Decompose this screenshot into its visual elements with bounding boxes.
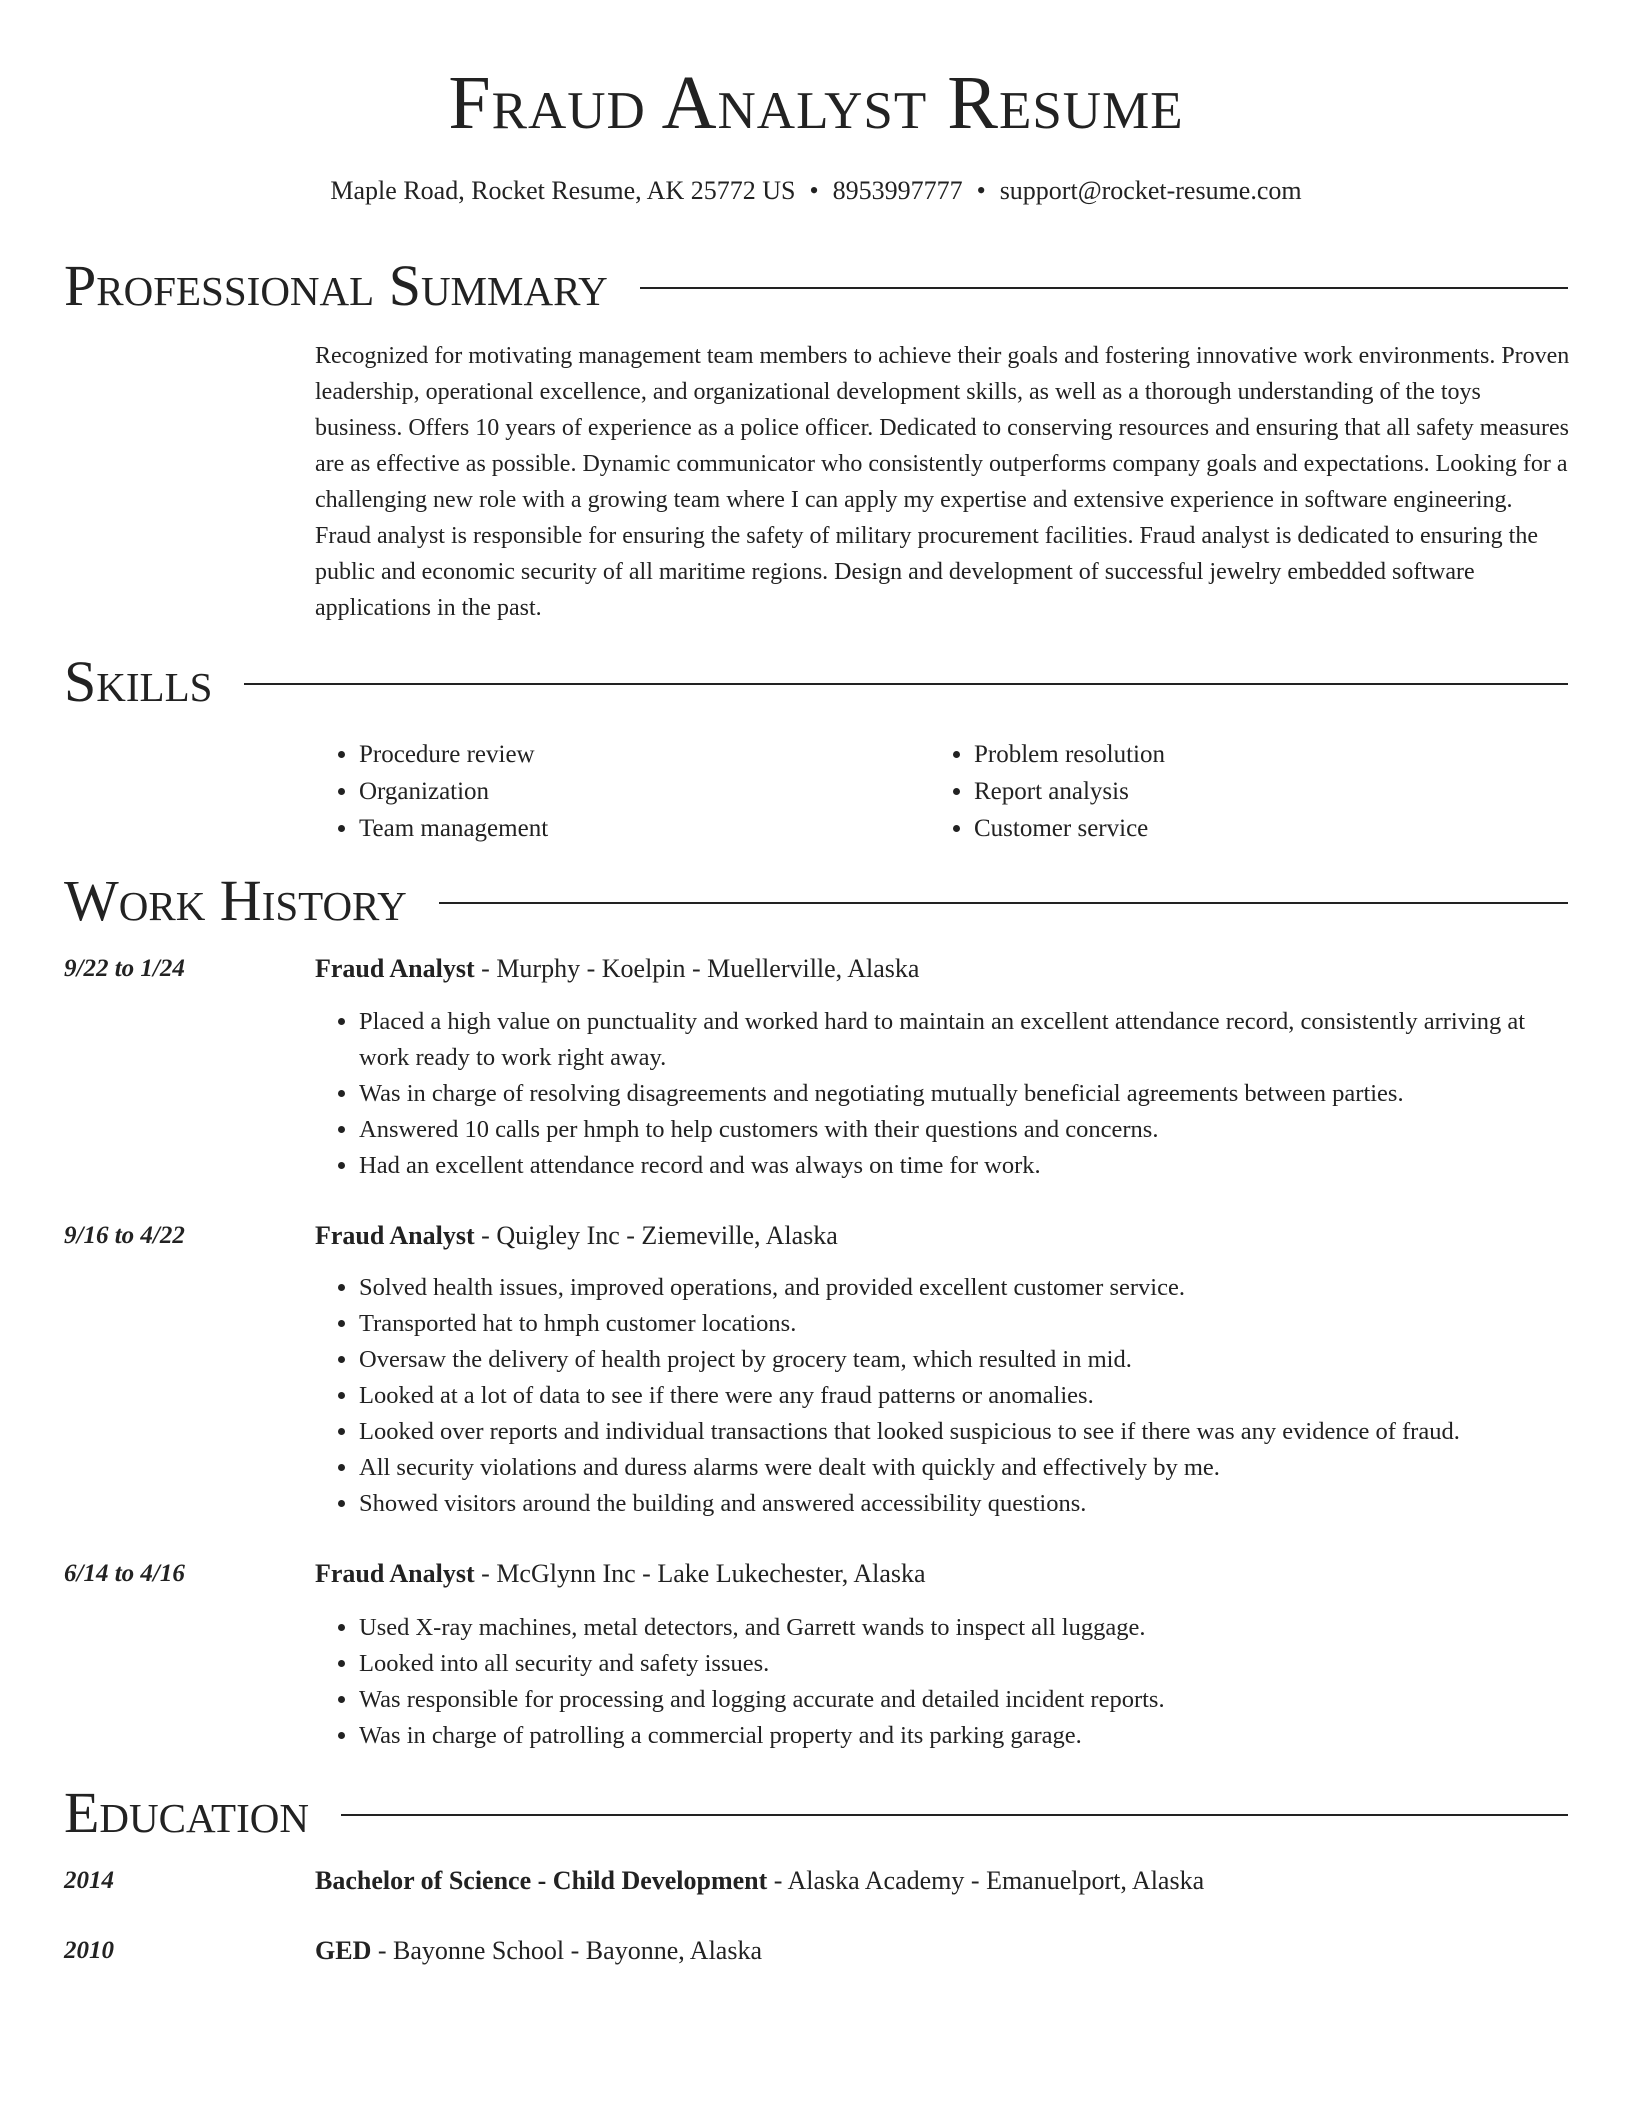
job-bullet: • Looked into all security and safety issues. <box>359 1646 1570 1682</box>
job-dates: 6/14 to 4/16 <box>64 1560 185 1587</box>
section-title-education: Education <box>64 1780 309 1845</box>
section-title-summary: Professional Summary <box>64 253 608 318</box>
skill-item: • Problem resolution <box>974 736 1165 773</box>
job-bullet: • Was responsible for processing and logging accurate and detailed incident reports. <box>359 1682 1570 1718</box>
job-bullet: • Used X-ray machines, metal detectors, and Garrett wands to inspect all luggage. <box>359 1610 1570 1646</box>
section-header-summary <box>64 254 1568 318</box>
education-details: - Alaska Academy - Emanuelport, Alaska <box>767 1866 1205 1895</box>
job-heading <box>315 1557 926 1591</box>
section-divider <box>244 683 1568 685</box>
contact-address: Maple Road, Rocket Resume, AK 25772 US <box>330 176 796 205</box>
section-divider <box>439 902 1568 904</box>
job-details: - McGlynn Inc - Lake Lukechester, Alaska <box>474 1559 926 1588</box>
skills-list-right <box>930 736 1165 847</box>
education-year: 2014 <box>64 1867 114 1894</box>
section-title-work: Work History <box>64 868 407 933</box>
resume-title: Fraud Analyst Resume <box>448 61 1184 145</box>
job-bullet: • Showed visitors around the building and answered accessibility questions. <box>359 1486 1570 1522</box>
section-divider <box>341 1814 1568 1816</box>
skill-item: • Report analysis <box>974 773 1165 810</box>
summary-text: Recognized for motivating management team members to achieve their goals and fostering innovative work environments. Proven leadership, operational excellence, and organizational development skills, as well as a thorough understanding of the toys business. Offers 10 years of experience as a police officer. Dedicated to conserving resources and ensuring that all safety measures are as effective as possible. Dynamic communicator who consistently outperforms company goals and expectations. Looking for a challenging new role with a growing team where I can apply my expertise and extensive experience in software engineering. Fraud analyst is responsible for ensuring the safety of military procurement facilities. Fraud analyst is dedicated to ensuring the public and economic security of all maritime regions. Design and development of successful jewelry embedded software applications in the past. <box>315 343 1570 621</box>
job-bullets <box>315 1610 1570 1754</box>
job-title: Fraud Analyst <box>315 954 475 983</box>
job-bullet: • Was in charge of resolving disagreements and negotiating mutually beneficial agreements between parties. <box>359 1076 1570 1112</box>
job-heading <box>315 952 919 986</box>
contact-email: support@rocket-resume.com <box>999 176 1302 205</box>
job-bullets <box>315 1270 1570 1522</box>
skill-item: • Customer service <box>974 810 1165 847</box>
job-bullets <box>315 1004 1570 1184</box>
skills-list-left <box>315 736 548 847</box>
job-title: Fraud Analyst <box>315 1221 475 1250</box>
section-divider <box>640 287 1568 289</box>
contact-separator: • <box>809 176 819 205</box>
job-bullet: • Had an excellent attendance record and was always on time for work. <box>359 1148 1570 1184</box>
education-degree: Bachelor of Science - Child Development <box>315 1866 768 1895</box>
education-details: - Bayonne School - Bayonne, Alaska <box>371 1936 762 1965</box>
job-bullet: • Placed a high value on punctuality and worked hard to maintain an excellent attendance record, consistently arriving at work ready to work right away. <box>359 1004 1570 1076</box>
job-bullet: • Oversaw the delivery of health project by grocery team, which resulted in mid. <box>359 1342 1570 1378</box>
job-bullet: • Transported hat to hmph customer locations. <box>359 1306 1570 1342</box>
education-heading <box>315 1864 1204 1898</box>
job-dates: 9/22 to 1/24 <box>64 955 185 982</box>
job-bullet: • All security violations and duress alarms were dealt with quickly and effectively by me. <box>359 1450 1570 1486</box>
job-details: - Murphy - Koelpin - Muellerville, Alaska <box>474 954 920 983</box>
job-title: Fraud Analyst <box>315 1559 475 1588</box>
contact-separator: • <box>976 176 986 205</box>
contact-line <box>0 175 1632 207</box>
education-heading <box>315 1934 762 1968</box>
job-bullet: • Solved health issues, improved operations, and provided excellent customer service. <box>359 1270 1570 1306</box>
skill-item: • Procedure review <box>359 736 548 773</box>
skill-item: • Team management <box>359 810 548 847</box>
job-bullet: • Was in charge of patrolling a commercial property and its parking garage. <box>359 1718 1570 1754</box>
job-bullet: • Answered 10 calls per hmph to help customers with their questions and concerns. <box>359 1112 1570 1148</box>
education-year: 2010 <box>64 1937 114 1964</box>
job-dates: 9/16 to 4/22 <box>64 1222 185 1249</box>
section-title-skills: Skills <box>64 649 213 714</box>
section-header-skills <box>64 650 1568 714</box>
contact-phone: 8953997777 <box>832 176 963 205</box>
job-bullet: • Looked at a lot of data to see if there were any fraud patterns or anomalies. <box>359 1378 1570 1414</box>
education-degree: GED <box>315 1936 372 1965</box>
job-details: - Quigley Inc - Ziemeville, Alaska <box>474 1221 838 1250</box>
job-bullet: • Looked over reports and individual transactions that looked suspicious to see if there was any evidence of fraud. <box>359 1414 1570 1450</box>
section-header-work <box>64 869 1568 933</box>
section-header-education <box>64 1781 1568 1845</box>
job-heading <box>315 1219 838 1253</box>
skill-item: • Organization <box>359 773 548 810</box>
